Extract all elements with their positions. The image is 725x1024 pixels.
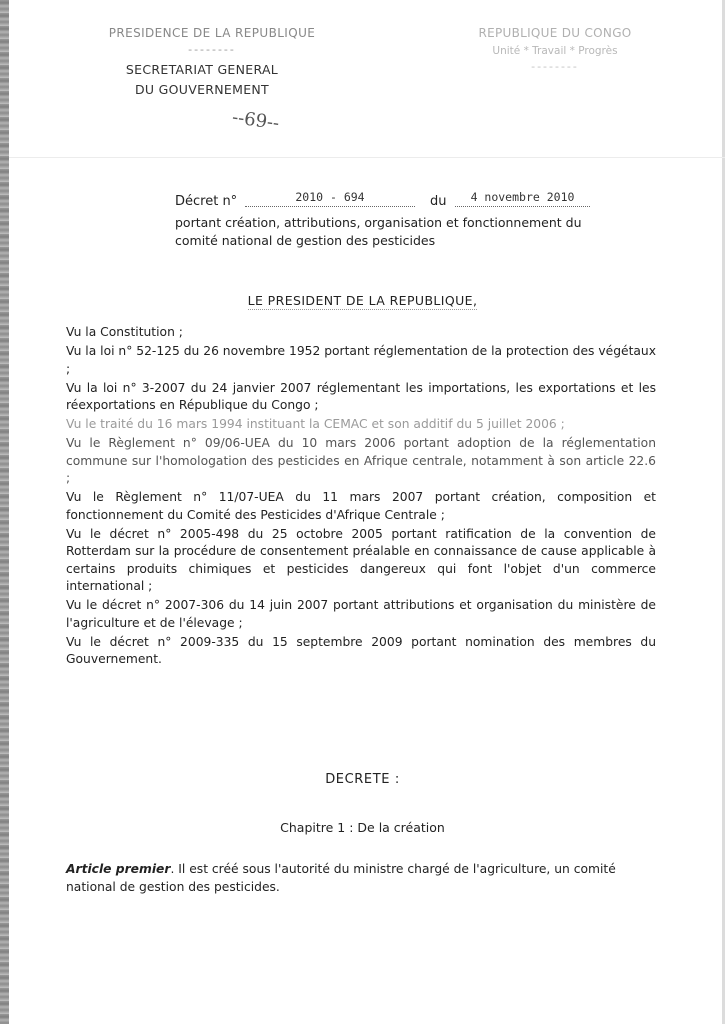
header-right — [455, 26, 655, 73]
date-label: du — [430, 194, 447, 209]
decrete-heading: DECRETE : — [325, 772, 400, 787]
decret-number: 2010 - 694 — [245, 190, 415, 207]
decret-label: Décret n° — [175, 194, 238, 209]
secretariat-line-2: DU GOUVERNEMENT — [135, 82, 269, 97]
reference-mark: --69-- — [230, 106, 281, 135]
scan-edge-left — [0, 0, 9, 1024]
article-title: Article premier — [66, 862, 171, 876]
article-premier — [66, 860, 656, 896]
separator-right: -------- — [531, 60, 579, 73]
separator: -------- — [188, 43, 236, 56]
scan-fold-line — [9, 157, 725, 158]
article-text: . Il est créé sous l'autorité du ministre chargé de l'agriculture, un comité national de gestion des pesticides. — [66, 862, 616, 894]
visa-item: Vu le décret n° 2005-498 du 25 octobre 2005 portant ratification de la convention de Rotterdam sur la procédure de consentement préalable en connaissance de cause applicable à certains produits chimiques et pesticides dangereux qui font l'objet d'un commerce international ; — [66, 526, 656, 593]
president-title — [0, 293, 725, 308]
visa-item: Vu le décret n° 2007-306 du 14 juin 2007 portant attributions et organisation du ministère de l'agriculture et de l'élevage ; — [66, 598, 656, 630]
visa-item: Vu le traité du 16 mars 1994 instituant la CEMAC et son additif du 5 juillet 2006 ; — [66, 417, 565, 431]
president-title-text: LE PRESIDENT DE LA REPUBLIQUE, — [247, 293, 478, 308]
country-name: REPUBLIQUE DU CONGO — [478, 26, 632, 40]
decret-date: 4 novembre 2010 — [455, 190, 590, 207]
decret-objet: portant création, attributions, organisation et fonctionnement du comité national de gestion des pesticides — [175, 215, 582, 248]
visa-item: Vu la loi n° 3-2007 du 24 janvier 2007 réglementant les importations, les exportations et les réexportations en République du Congo ; — [66, 380, 656, 412]
visa-item: Vu la Constitution ; — [66, 325, 183, 339]
presidency-title: PRESIDENCE DE LA REPUBLIQUE — [108, 26, 316, 40]
chapter-heading: Chapitre 1 : De la création — [280, 820, 445, 835]
header-left — [62, 26, 362, 135]
visas-list — [66, 324, 656, 670]
visa-item: Vu le Règlement n° 09/06-UEA du 10 mars 2006 portant adoption de la réglementation commune sur l'homologation des pesticides en Afrique centrale, notamment à son article 22.6 ; — [66, 436, 656, 485]
visa-item: Vu le Règlement n° 11/07-UEA du 11 mars 2007 portant création, composition et fonctionnement du Comité des Pesticides d'Afrique Centrale ; — [66, 490, 656, 522]
visa-item: Vu le décret n° 2009-335 du 15 septembre 2009 portant nomination des membres du Gouvernement. — [66, 634, 656, 666]
visa-item: Vu la loi n° 52-125 du 26 novembre 1952 portant réglementation de la protection des végétaux ; — [66, 344, 656, 376]
secretariat-line-1: SECRETARIAT GENERAL — [125, 62, 279, 77]
country-motto: Unité * Travail * Progrès — [492, 45, 618, 57]
